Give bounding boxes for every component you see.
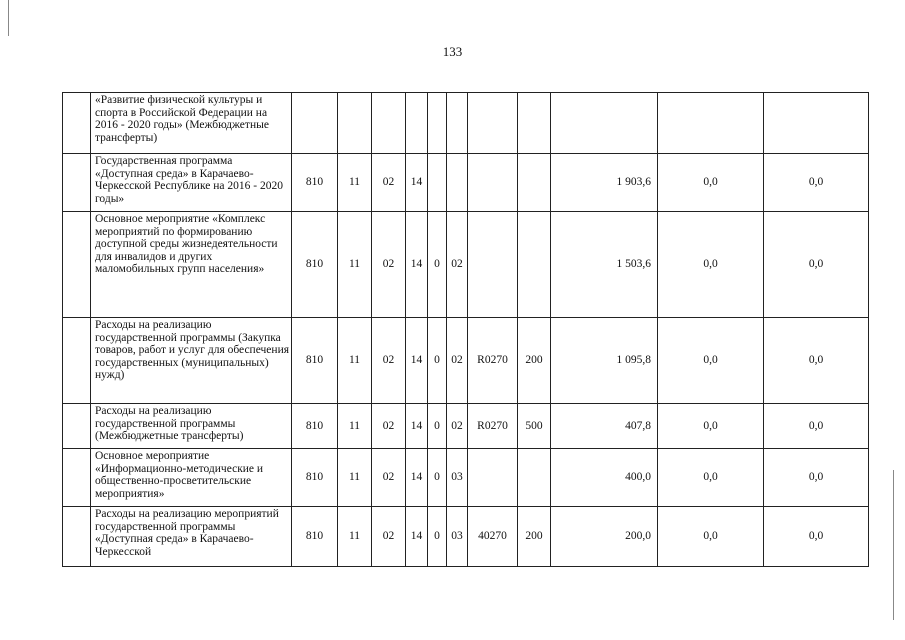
subsection-code-cell: 02: [372, 507, 406, 567]
direction-code-cell: [468, 449, 518, 507]
ved-code-cell: 810: [292, 404, 338, 449]
scan-edge-mark-left: [8, 0, 9, 36]
expense-type-cell: [518, 154, 551, 212]
section-code-cell: 11: [338, 404, 372, 449]
row-name-cell: Основное мероприятие «Комплекс мероприятий по формированию доступной среды жизнедеятельности для инвалидов и других маломобильных групп населения»: [91, 212, 292, 318]
ved-code-cell: 810: [292, 154, 338, 212]
program-code-cell: 14: [406, 404, 428, 449]
subsection-code-cell: [372, 93, 406, 154]
amount-year1-cell: 1 503,6: [551, 212, 658, 318]
subprogram-code-cell: 0: [428, 449, 447, 507]
amount-year2-cell: 0,0: [658, 449, 764, 507]
ved-code-cell: 810: [292, 212, 338, 318]
direction-code-cell: [468, 93, 518, 154]
table-row: [63, 507, 869, 567]
ved-code-cell: 810: [292, 318, 338, 404]
amount-year1-cell: [551, 93, 658, 154]
row-index-cell: [63, 212, 91, 318]
direction-code-cell: [468, 212, 518, 318]
amount-year2-cell: 0,0: [658, 318, 764, 404]
amount-year1-cell: 1 903,6: [551, 154, 658, 212]
row-index-cell: [63, 507, 91, 567]
page-number: 133: [442, 44, 463, 59]
expense-type-cell: [518, 212, 551, 318]
expense-type-cell: 200: [518, 318, 551, 404]
direction-code-cell: R0270: [468, 404, 518, 449]
row-name-cell: Расходы на реализацию мероприятий государственной программы «Доступная среда» в Карачаево-Черкесской: [91, 507, 292, 567]
section-code-cell: 11: [338, 507, 372, 567]
table-body: [63, 93, 869, 567]
row-index-cell: [63, 404, 91, 449]
amount-year1-cell: 1 095,8: [551, 318, 658, 404]
row-index-cell: [63, 449, 91, 507]
amount-year3-cell: 0,0: [764, 449, 869, 507]
subsection-code-cell: 02: [372, 404, 406, 449]
program-code-cell: 14: [406, 507, 428, 567]
section-code-cell: 11: [338, 318, 372, 404]
section-code-cell: [338, 93, 372, 154]
subprogram-code-cell: 0: [428, 212, 447, 318]
amount-year2-cell: 0,0: [658, 154, 764, 212]
subsection-code-cell: 02: [372, 449, 406, 507]
program-code-cell: 14: [406, 212, 428, 318]
program-code-cell: [406, 93, 428, 154]
row-name-cell: Основное мероприятие «Информационно-методические и общественно-просветительские мероприятия»: [91, 449, 292, 507]
amount-year3-cell: 0,0: [764, 318, 869, 404]
event-code-cell: [447, 93, 468, 154]
subprogram-code-cell: [428, 93, 447, 154]
row-index-cell: [63, 154, 91, 212]
table-row: [63, 212, 869, 318]
amount-year2-cell: 0,0: [658, 212, 764, 318]
amount-year3-cell: 0,0: [764, 212, 869, 318]
subprogram-code-cell: 0: [428, 507, 447, 567]
ved-code-cell: 810: [292, 449, 338, 507]
amount-year3-cell: [764, 93, 869, 154]
subsection-code-cell: 02: [372, 154, 406, 212]
subprogram-code-cell: 0: [428, 404, 447, 449]
expense-type-cell: 500: [518, 404, 551, 449]
row-index-cell: [63, 93, 91, 154]
expense-type-cell: [518, 449, 551, 507]
program-code-cell: 14: [406, 318, 428, 404]
section-code-cell: 11: [338, 212, 372, 318]
amount-year1-cell: 407,8: [551, 404, 658, 449]
program-code-cell: 14: [406, 449, 428, 507]
event-code-cell: [447, 154, 468, 212]
direction-code-cell: 40270: [468, 507, 518, 567]
amount-year3-cell: 0,0: [764, 507, 869, 567]
expense-type-cell: [518, 93, 551, 154]
row-name-cell: Расходы на реализацию государственной программы (Закупка товаров, работ и услуг для обеспечения государственных (муниципальных) нужд): [91, 318, 292, 404]
amount-year2-cell: 0,0: [658, 404, 764, 449]
table-row: [63, 154, 869, 212]
table-row: [63, 404, 869, 449]
amount-year3-cell: 0,0: [764, 404, 869, 449]
subprogram-code-cell: 0: [428, 318, 447, 404]
subprogram-code-cell: [428, 154, 447, 212]
direction-code-cell: R0270: [468, 318, 518, 404]
ved-code-cell: 810: [292, 507, 338, 567]
direction-code-cell: [468, 154, 518, 212]
scan-edge-mark-right: [893, 470, 894, 620]
expense-type-cell: 200: [518, 507, 551, 567]
event-code-cell: 02: [447, 212, 468, 318]
subsection-code-cell: 02: [372, 212, 406, 318]
table-row: [63, 449, 869, 507]
amount-year1-cell: 400,0: [551, 449, 658, 507]
amount-year1-cell: 200,0: [551, 507, 658, 567]
event-code-cell: 02: [447, 318, 468, 404]
row-name-cell: Государственная программа «Доступная среда» в Карачаево-Черкесской Республике на 2016 - 2020 годы»: [91, 154, 292, 212]
section-code-cell: 11: [338, 154, 372, 212]
table-row: [63, 93, 869, 154]
amount-year2-cell: 0,0: [658, 507, 764, 567]
budget-table: [62, 92, 869, 567]
subsection-code-cell: 02: [372, 318, 406, 404]
ved-code-cell: [292, 93, 338, 154]
table-row: [63, 318, 869, 404]
amount-year2-cell: [658, 93, 764, 154]
row-name-cell: Расходы на реализацию государственной программы (Межбюджетные трансферты): [91, 404, 292, 449]
row-index-cell: [63, 318, 91, 404]
row-name-cell: «Развитие физической культуры и спорта в Российской Федерации на 2016 - 2020 годы» (Межбюджетные трансферты): [91, 93, 292, 154]
event-code-cell: 02: [447, 404, 468, 449]
event-code-cell: 03: [447, 449, 468, 507]
section-code-cell: 11: [338, 449, 372, 507]
event-code-cell: 03: [447, 507, 468, 567]
program-code-cell: 14: [406, 154, 428, 212]
amount-year3-cell: 0,0: [764, 154, 869, 212]
